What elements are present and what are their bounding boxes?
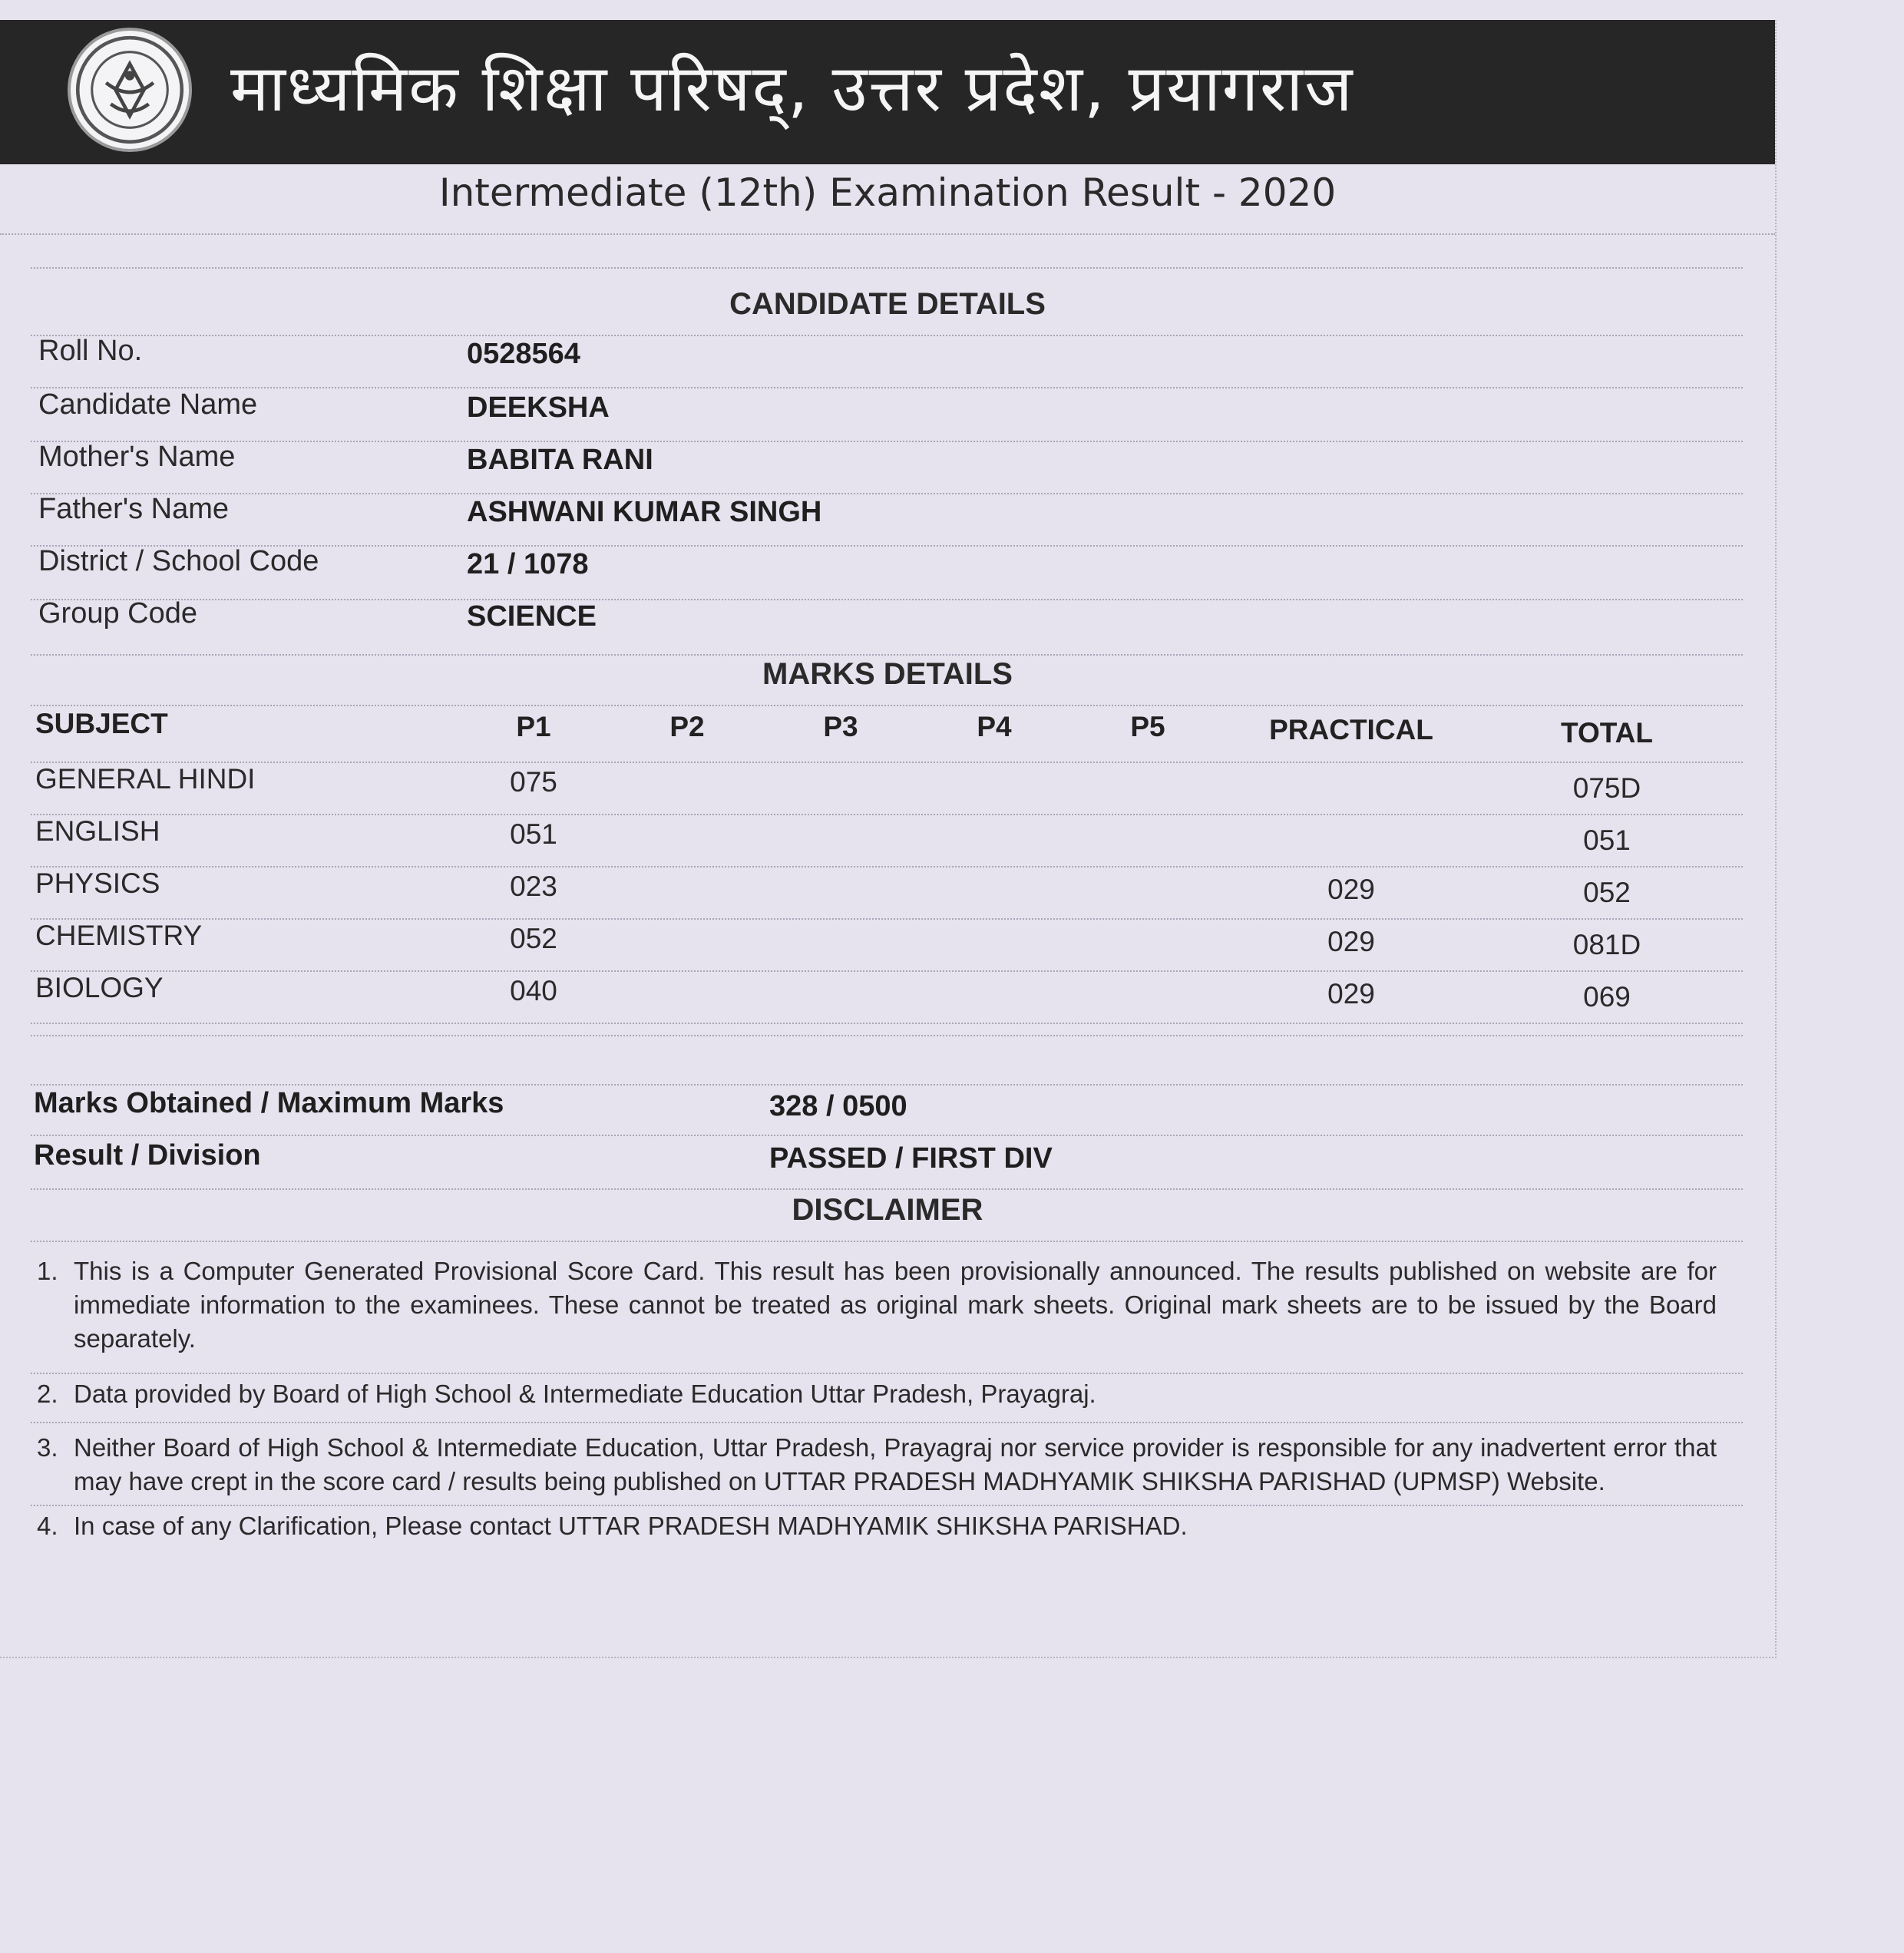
divider [31, 866, 1743, 867]
total-cell: 081D [1572, 929, 1641, 960]
result-division-label: Result / Division [34, 1139, 261, 1171]
p1-cell: 052 [510, 923, 557, 954]
total-cell: 051 [1583, 824, 1631, 856]
subject-cell: GENERAL HINDI [35, 763, 256, 795]
disclaimer-item [37, 1431, 1717, 1499]
p1-cell: 023 [510, 871, 557, 902]
divider [31, 1241, 1743, 1242]
group-code-label: Group Code [38, 597, 198, 630]
disclaimer-item [37, 1509, 1717, 1543]
disclaimer-item [37, 1254, 1717, 1356]
disclaimer-text: This is a Computer Generated Provisional Score Card. This result has been provisionally announced. The results published on website are for immediate information to the examinees. These cannot be treated as original mark sheets. Original mark sheets are to be issued by the Board separately. [74, 1257, 1717, 1353]
divider [31, 705, 1743, 706]
subject-cell: ENGLISH [35, 815, 160, 847]
divider [31, 267, 1743, 269]
total-cell: 075D [1572, 772, 1641, 804]
exam-title: Intermediate (12th) Examination Result - 2020 [438, 170, 1337, 215]
practical-cell: 029 [1327, 874, 1375, 905]
divider [31, 1188, 1743, 1190]
candidate-details-heading: CANDIDATE DETAILS [729, 287, 1046, 321]
mothers-name-label: Mother's Name [38, 441, 236, 473]
fathers-name-label: Father's Name [38, 493, 230, 525]
up-government-emblem-icon [68, 28, 192, 152]
disclaimer-number: 1. [37, 1257, 58, 1285]
result-sheet [0, 20, 1777, 1658]
divider [31, 1023, 1743, 1024]
result-division-value: PASSED / FIRST DIV [769, 1142, 1053, 1175]
marks-details-heading: MARKS DETAILS [762, 657, 1013, 691]
divider [31, 493, 1743, 494]
district-school-code-label: District / School Code [38, 545, 319, 577]
district-school-code-value: 21 / 1078 [467, 548, 589, 580]
board-name-hindi: माध्यमिक शिक्षा परिषद्, उत्तर प्रदेश, प्रयागराज [230, 51, 1354, 126]
divider [31, 441, 1743, 442]
divider [31, 387, 1743, 388]
column-header-p3: P3 [823, 711, 858, 742]
column-header-p5: P5 [1130, 711, 1165, 742]
divider [31, 918, 1743, 920]
disclaimer-number: 4. [37, 1512, 58, 1540]
divider [31, 335, 1743, 336]
p1-cell: 040 [510, 975, 557, 1006]
column-header-practical: PRACTICAL [1269, 714, 1433, 745]
divider [31, 1135, 1743, 1136]
disclaimer-text: Data provided by Board of High School & Intermediate Education Uttar Pradesh, Prayagraj. [74, 1380, 1096, 1408]
column-header-total: TOTAL [1561, 717, 1653, 748]
disclaimer-text: Neither Board of High School & Intermediate Education, Uttar Pradesh, Prayagraj nor service provider is responsible for any inadvertent error that may have crept in the score card / results being published on UTTAR PRADESH MADHYAMIK SHIKSHA PARISHAD (UPMSP) Website. [74, 1433, 1717, 1495]
subject-cell: BIOLOGY [35, 972, 164, 1003]
subject-cell: PHYSICS [35, 867, 160, 899]
disclaimer-item [37, 1377, 1717, 1411]
divider [31, 814, 1743, 815]
candidate-name-value: DEEKSHA [467, 392, 610, 424]
subject-cell: CHEMISTRY [35, 920, 203, 951]
candidate-name-label: Candidate Name [38, 388, 258, 421]
fathers-name-value: ASHWANI KUMAR SINGH [467, 496, 822, 528]
divider [31, 970, 1743, 972]
practical-cell: 029 [1327, 978, 1375, 1010]
mothers-name-value: BABITA RANI [467, 444, 653, 476]
column-header-subject: SUBJECT [35, 708, 168, 739]
divider [31, 762, 1743, 763]
disclaimer-text: In case of any Clarification, Please contact UTTAR PRADESH MADHYAMIK SHIKSHA PARISHAD. [74, 1512, 1188, 1540]
divider [31, 1422, 1743, 1423]
header-bar [0, 20, 1775, 164]
column-header-p1: P1 [516, 711, 551, 742]
divider [0, 233, 1775, 235]
marks-obtained-label: Marks Obtained / Maximum Marks [34, 1087, 504, 1119]
column-header-p2: P2 [669, 711, 705, 742]
divider [31, 1084, 1743, 1086]
disclaimer-heading: DISCLAIMER [792, 1193, 983, 1227]
total-cell: 069 [1583, 981, 1631, 1013]
marks-obtained-value: 328 / 0500 [769, 1090, 907, 1122]
practical-cell: 029 [1327, 926, 1375, 957]
p1-cell: 075 [510, 766, 557, 798]
disclaimer-number: 3. [37, 1433, 58, 1462]
divider [31, 654, 1743, 656]
column-header-p4: P4 [977, 711, 1012, 742]
roll-no-label: Roll No. [38, 335, 143, 367]
p1-cell: 051 [510, 818, 557, 850]
divider [31, 1035, 1743, 1036]
roll-no-value: 0528564 [467, 338, 580, 370]
divider [31, 599, 1743, 600]
disclaimer-number: 2. [37, 1380, 58, 1408]
divider [31, 1505, 1743, 1506]
group-code-value: SCIENCE [467, 600, 597, 633]
total-cell: 052 [1583, 877, 1631, 908]
divider [31, 1373, 1743, 1374]
